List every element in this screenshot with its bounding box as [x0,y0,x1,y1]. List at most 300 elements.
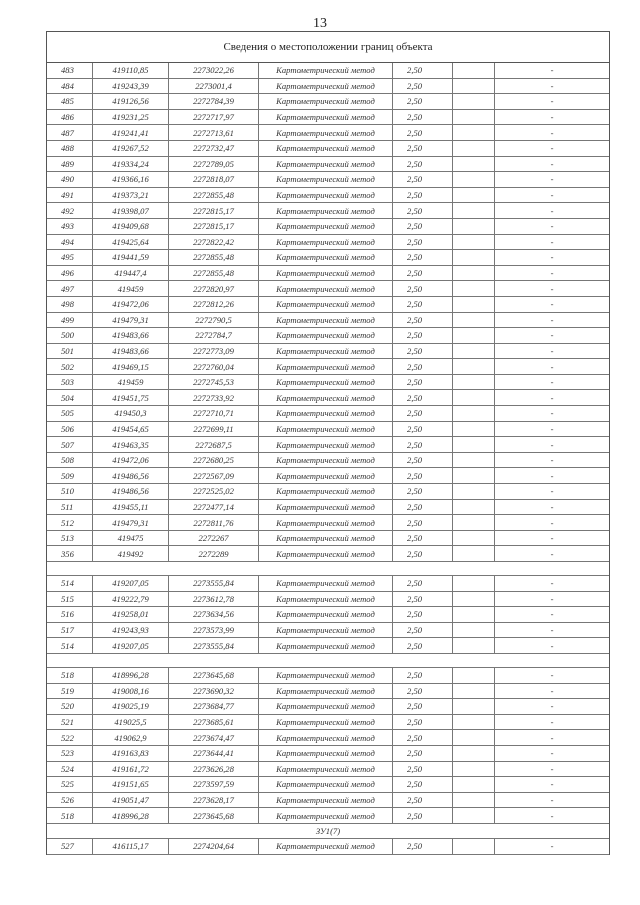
description-cell: - [550,533,554,544]
accuracy-cell: 2,50 [393,437,453,452]
description-cell: - [550,795,554,806]
point-number-cell: 487 [47,125,93,140]
method-cell: Картометрический метод [259,422,393,437]
x-coordinate-cell: 419486,56 [93,484,169,499]
accuracy-cell: 2,50 [393,203,453,218]
y-coordinate-cell: 2272710,71 [169,406,259,421]
x-coordinate-cell: 419222,79 [93,592,169,607]
accuracy-cell: 2,50 [393,531,453,546]
accuracy-cell: 2,50 [393,668,453,683]
empty-cell [453,203,495,218]
description-cell: - [550,158,554,169]
method-cell: Картометрический метод [259,406,393,421]
accuracy-cell: 2,50 [393,839,453,854]
empty-cell [453,94,495,109]
y-coordinate-cell: 2272733,92 [169,390,259,405]
accuracy-cell: 2,50 [393,592,453,607]
y-coordinate-cell: 2274204,64 [169,839,259,854]
point-number-cell: 484 [47,79,93,94]
x-coordinate-cell: 419258,01 [93,607,169,622]
x-coordinate-cell: 419207,05 [93,576,169,591]
y-coordinate-cell: 2273555,84 [169,638,259,653]
point-number-cell: 513 [47,531,93,546]
empty-cell [453,266,495,281]
x-coordinate-cell: 419451,75 [93,390,169,405]
table-row [47,623,609,639]
table-row [47,546,609,562]
description-cell: - [550,236,554,247]
y-coordinate-cell: 2272525,02 [169,484,259,499]
y-coordinate-cell: 2273674,47 [169,730,259,745]
empty-cell [453,359,495,374]
x-coordinate-cell: 419454,65 [93,422,169,437]
empty-cell [453,453,495,468]
x-coordinate-cell: 419409,68 [93,219,169,234]
method-cell: Картометрический метод [259,484,393,499]
empty-cell [453,422,495,437]
x-coordinate-cell: 419243,93 [93,623,169,638]
empty-cell [453,746,495,761]
table-row [47,592,609,608]
point-number-cell: 499 [47,313,93,328]
description-cell: - [550,205,554,216]
empty-cell [453,297,495,312]
description-cell: - [550,810,554,821]
y-coordinate-cell: 2272784,7 [169,328,259,343]
empty-cell [453,328,495,343]
method-cell: Картометрический метод [259,500,393,515]
accuracy-cell: 2,50 [393,500,453,515]
description-cell: - [550,717,554,728]
y-coordinate-cell: 2273612,78 [169,592,259,607]
accuracy-cell: 2,50 [393,110,453,125]
x-coordinate-cell: 419486,56 [93,468,169,483]
method-cell: Картометрический метод [259,808,393,823]
table-row [47,777,609,793]
method-cell: Картометрический метод [259,188,393,203]
x-coordinate-cell: 419479,31 [93,515,169,530]
method-cell: Картометрический метод [259,313,393,328]
table-row [47,110,609,126]
table-body [47,63,609,855]
y-coordinate-cell: 2272760,04 [169,359,259,374]
empty-cell [453,623,495,638]
description-cell: - [550,670,554,681]
section-label-row: ЗУ1(7) [47,824,609,839]
method-cell: Картометрический метод [259,453,393,468]
accuracy-cell: 2,50 [393,359,453,374]
table-row [47,375,609,391]
description-cell: - [550,268,554,279]
empty-cell [453,484,495,499]
accuracy-cell: 2,50 [393,607,453,622]
empty-cell [453,344,495,359]
point-number-cell: 494 [47,235,93,250]
point-number-cell: 491 [47,188,93,203]
accuracy-cell: 2,50 [393,94,453,109]
accuracy-cell: 2,50 [393,576,453,591]
point-number-cell: 517 [47,623,93,638]
accuracy-cell: 2,50 [393,715,453,730]
point-number-cell: 510 [47,484,93,499]
point-number-cell: 495 [47,250,93,265]
table-row [47,484,609,500]
method-cell: Картометрический метод [259,793,393,808]
x-coordinate-cell: 416115,17 [93,839,169,854]
table-row [47,266,609,282]
description-cell: - [550,501,554,512]
y-coordinate-cell: 2272717,97 [169,110,259,125]
x-coordinate-cell: 419207,05 [93,638,169,653]
y-coordinate-cell: 2273634,56 [169,607,259,622]
description-cell: - [550,392,554,403]
method-cell: Картометрический метод [259,63,393,78]
description-cell: - [550,361,554,372]
empty-cell [453,219,495,234]
x-coordinate-cell: 419110,85 [93,63,169,78]
table-row [47,762,609,778]
description-cell: - [550,252,554,263]
empty-cell [453,110,495,125]
accuracy-cell: 2,50 [393,638,453,653]
y-coordinate-cell: 2272567,09 [169,468,259,483]
table-row [47,715,609,731]
description-cell: - [550,640,554,651]
x-coordinate-cell: 419459 [93,281,169,296]
method-cell: Картометрический метод [259,699,393,714]
accuracy-cell: 2,50 [393,746,453,761]
description-cell: - [550,701,554,712]
empty-cell [453,406,495,421]
table-row [47,390,609,406]
description-cell: - [550,423,554,434]
accuracy-cell: 2,50 [393,281,453,296]
accuracy-cell: 2,50 [393,79,453,94]
table-row [47,157,609,173]
y-coordinate-cell: 2273644,41 [169,746,259,761]
empty-cell [453,839,495,854]
point-number-cell: 525 [47,777,93,792]
accuracy-cell: 2,50 [393,699,453,714]
point-number-cell: 493 [47,219,93,234]
empty-cell [453,531,495,546]
point-number-cell: 502 [47,359,93,374]
x-coordinate-cell: 419231,25 [93,110,169,125]
empty-cell [453,793,495,808]
x-coordinate-cell: 419472,06 [93,453,169,468]
point-number-cell: 492 [47,203,93,218]
x-coordinate-cell: 419459 [93,375,169,390]
y-coordinate-cell: 2272784,39 [169,94,259,109]
table-row [47,437,609,453]
accuracy-cell: 2,50 [393,375,453,390]
description-cell: - [550,112,554,123]
point-number-cell: 527 [47,839,93,854]
accuracy-cell: 2,50 [393,777,453,792]
method-cell: Картометрический метод [259,592,393,607]
description-cell: - [550,763,554,774]
empty-cell [453,808,495,823]
empty-cell [453,592,495,607]
empty-cell [453,500,495,515]
accuracy-cell: 2,50 [393,515,453,530]
table-title: Сведения о местоположении границ объекта [47,32,609,63]
x-coordinate-cell: 419472,06 [93,297,169,312]
method-cell: Картометрический метод [259,715,393,730]
empty-cell [453,141,495,156]
point-number-cell: 522 [47,730,93,745]
description-cell: - [550,65,554,76]
x-coordinate-cell: 418996,28 [93,668,169,683]
x-coordinate-cell: 419455,11 [93,500,169,515]
x-coordinate-cell: 419373,21 [93,188,169,203]
point-number-cell: 485 [47,94,93,109]
description-cell: - [550,283,554,294]
description-cell: - [550,143,554,154]
accuracy-cell: 2,50 [393,453,453,468]
description-cell: - [550,439,554,450]
y-coordinate-cell: 2272267 [169,531,259,546]
table-row [47,746,609,762]
point-number-cell: 500 [47,328,93,343]
method-cell: Картометрический метод [259,839,393,854]
y-coordinate-cell: 2272811,76 [169,515,259,530]
description-cell: - [550,841,554,852]
method-cell: Картометрический метод [259,375,393,390]
table-row [47,730,609,746]
table-row [47,515,609,531]
table-row [47,188,609,204]
empty-cell [453,715,495,730]
point-number-cell: 489 [47,157,93,172]
table-row [47,281,609,297]
description-cell: - [550,548,554,559]
point-number-cell: 508 [47,453,93,468]
point-number-cell: 501 [47,344,93,359]
table-row [47,125,609,141]
method-cell: Картометрический метод [259,172,393,187]
empty-cell [453,684,495,699]
method-cell: Картометрический метод [259,437,393,452]
table-row [47,79,609,95]
point-number-cell: 505 [47,406,93,421]
description-cell: - [550,609,554,620]
method-cell: Картометрический метод [259,235,393,250]
y-coordinate-cell: 2273573,99 [169,623,259,638]
y-coordinate-cell: 2272732,47 [169,141,259,156]
point-number-cell: 497 [47,281,93,296]
method-cell: Картометрический метод [259,684,393,699]
x-coordinate-cell: 419126,56 [93,94,169,109]
empty-cell [453,63,495,78]
empty-cell [453,576,495,591]
empty-cell [453,281,495,296]
accuracy-cell: 2,50 [393,266,453,281]
y-coordinate-cell: 2273684,77 [169,699,259,714]
y-coordinate-cell: 2273690,32 [169,684,259,699]
point-number-cell: 512 [47,515,93,530]
method-cell: Картометрический метод [259,266,393,281]
y-coordinate-cell: 2273685,61 [169,715,259,730]
method-cell: Картометрический метод [259,219,393,234]
y-coordinate-cell: 2272699,11 [169,422,259,437]
method-cell: Картометрический метод [259,281,393,296]
accuracy-cell: 2,50 [393,546,453,561]
x-coordinate-cell: 419334,24 [93,157,169,172]
point-number-cell: 490 [47,172,93,187]
accuracy-cell: 2,50 [393,344,453,359]
description-cell: - [550,190,554,201]
point-number-cell: 520 [47,699,93,714]
empty-cell [453,125,495,140]
accuracy-cell: 2,50 [393,390,453,405]
y-coordinate-cell: 2272773,09 [169,344,259,359]
table-row [47,576,609,592]
empty-cell [453,79,495,94]
description-cell: - [550,330,554,341]
table-row [47,468,609,484]
accuracy-cell: 2,50 [393,328,453,343]
point-number-cell: 523 [47,746,93,761]
y-coordinate-cell: 2273626,28 [169,762,259,777]
description-cell: - [550,625,554,636]
description-cell: - [550,221,554,232]
group-separator-row [47,654,609,668]
y-coordinate-cell: 2272680,25 [169,453,259,468]
y-coordinate-cell: 2272790,5 [169,313,259,328]
description-cell: - [550,517,554,528]
method-cell: Картометрический метод [259,110,393,125]
method-cell: Картометрический метод [259,746,393,761]
empty-cell [453,468,495,483]
point-number-cell: 511 [47,500,93,515]
method-cell: Картометрический метод [259,607,393,622]
x-coordinate-cell: 419241,41 [93,125,169,140]
accuracy-cell: 2,50 [393,250,453,265]
y-coordinate-cell: 2272687,5 [169,437,259,452]
description-cell: - [550,732,554,743]
table-row [47,422,609,438]
description-cell: - [550,96,554,107]
description-cell: - [550,578,554,589]
empty-cell [453,172,495,187]
accuracy-cell: 2,50 [393,63,453,78]
method-cell: Картометрический метод [259,576,393,591]
table-row [47,203,609,219]
point-number-cell: 518 [47,668,93,683]
point-number-cell: 503 [47,375,93,390]
accuracy-cell: 2,50 [393,172,453,187]
y-coordinate-cell: 2273555,84 [169,576,259,591]
empty-cell [453,313,495,328]
method-cell: Картометрический метод [259,344,393,359]
accuracy-cell: 2,50 [393,808,453,823]
empty-cell [453,607,495,622]
table-row [47,839,609,855]
point-number-cell: 518 [47,808,93,823]
table-row [47,808,609,824]
method-cell: Картометрический метод [259,531,393,546]
x-coordinate-cell: 419469,15 [93,359,169,374]
x-coordinate-cell: 419425,64 [93,235,169,250]
table-row [47,63,609,79]
y-coordinate-cell: 2272818,07 [169,172,259,187]
x-coordinate-cell: 419483,66 [93,344,169,359]
method-cell: Картометрический метод [259,203,393,218]
table-row [47,406,609,422]
table-row [47,607,609,623]
empty-cell [453,235,495,250]
point-number-cell: 483 [47,63,93,78]
table-row [47,313,609,329]
description-cell: - [550,314,554,325]
point-number-cell: 519 [47,684,93,699]
method-cell: Картометрический метод [259,79,393,94]
method-cell: Картометрический метод [259,762,393,777]
description-cell: - [550,408,554,419]
table-row [47,344,609,360]
method-cell: Картометрический метод [259,141,393,156]
accuracy-cell: 2,50 [393,313,453,328]
empty-cell [453,375,495,390]
table-row [47,235,609,251]
x-coordinate-cell: 419479,31 [93,313,169,328]
accuracy-cell: 2,50 [393,762,453,777]
y-coordinate-cell: 2273628,17 [169,793,259,808]
description-cell: - [550,174,554,185]
description-cell: - [550,486,554,497]
table-row [47,219,609,235]
table-row [47,684,609,700]
accuracy-cell: 2,50 [393,468,453,483]
x-coordinate-cell: 419492 [93,546,169,561]
point-number-cell: 356 [47,546,93,561]
accuracy-cell: 2,50 [393,141,453,156]
table-row [47,531,609,547]
x-coordinate-cell: 419398,07 [93,203,169,218]
description-cell: - [550,377,554,388]
table-row [47,172,609,188]
x-coordinate-cell: 419008,16 [93,684,169,699]
description-cell: - [550,748,554,759]
page-number: 13 [313,16,327,31]
coordinates-table [46,31,610,855]
method-cell: Картометрический метод [259,546,393,561]
table-row [47,668,609,684]
x-coordinate-cell: 419450,3 [93,406,169,421]
description-cell: - [550,299,554,310]
point-number-cell: 507 [47,437,93,452]
method-cell: Картометрический метод [259,668,393,683]
y-coordinate-cell: 2272815,17 [169,219,259,234]
table-row [47,94,609,110]
point-number-cell: 514 [47,638,93,653]
x-coordinate-cell: 418996,28 [93,808,169,823]
empty-cell [453,250,495,265]
y-coordinate-cell: 2272855,48 [169,250,259,265]
y-coordinate-cell: 2273597,59 [169,777,259,792]
empty-cell [453,699,495,714]
empty-cell [453,777,495,792]
point-number-cell: 504 [47,390,93,405]
x-coordinate-cell: 419025,19 [93,699,169,714]
accuracy-cell: 2,50 [393,484,453,499]
empty-cell [453,188,495,203]
method-cell: Картометрический метод [259,777,393,792]
point-number-cell: 526 [47,793,93,808]
y-coordinate-cell: 2273001,4 [169,79,259,94]
table-row [47,359,609,375]
